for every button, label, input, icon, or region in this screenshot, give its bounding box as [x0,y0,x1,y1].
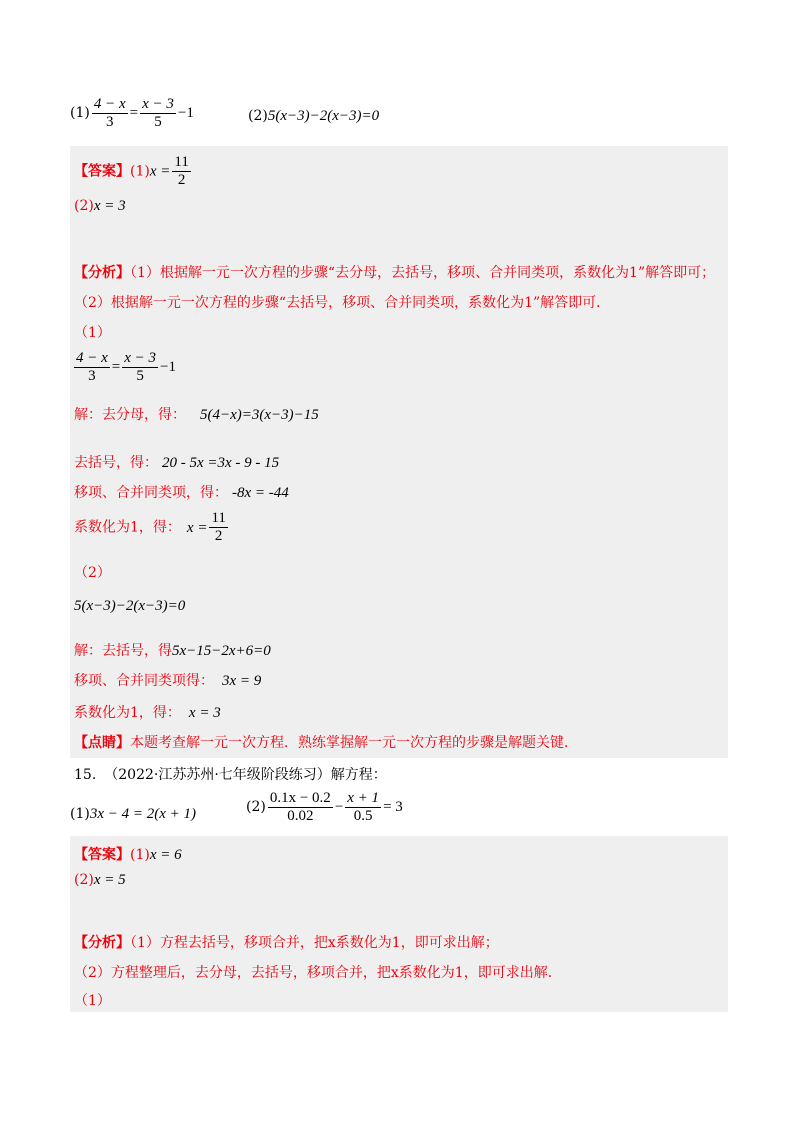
answer-tag: 【答案】 [74,847,130,863]
analysis-tag: 【分析】 [74,265,130,281]
step-combine-terms: 移项、合并同类项，得： -8x = -44 [74,485,289,501]
answer15-line1: 【答案】(1)x = 6 [74,847,182,863]
step2-remove-brackets: 解：去括号，得5x−15−2x+6=0 [74,643,271,659]
analysis15-part1-label: （1） [74,993,111,1009]
problem15-eq2: (2) $\frac{0.1x - 0.2}{0.02}$ − $\frac{x + 1}{0.5}$ = 3 [246,790,403,824]
fraction: $\frac{x + 1}{0.5}$ [347,790,380,824]
answer14-line1: 【答案】(1)x = $\frac{11}{2}$ [74,154,189,188]
fraction: $\frac{x - 3}{5}$ [124,350,157,384]
analysis-tag: 【分析】 [74,935,130,951]
step-remove-denominator: 解：去分母，得： 5(4−x)=3(x−3)−15 [74,407,319,423]
fraction: $\frac{11}{2}$ [211,510,226,544]
fraction: $\frac{4 - x}{3}$ [93,96,126,130]
answer-tag: 【答案】 [74,163,130,180]
eq1-label: (1) [70,104,90,121]
fraction: $\frac{x - 3}{5}$ [142,96,174,130]
analysis14-part2-label: （2） [74,565,111,581]
problem15-eq1: (1)3x − 4 = 2(x + 1) [70,806,197,822]
fraction: $\frac{11}{2}$ [174,154,189,188]
step-coefficient: 系数化为1，得： x = $\frac{11}{2}$ [74,510,226,544]
answer15-line2: (2)x = 5 [74,872,126,888]
step2-original-equation: 5(x−3)−2(x−3)=0 [74,598,186,614]
comment14: 【点睛】本题考查解一元一次方程．熟练掌握解一元一次方程的步骤是解题关键． [74,735,578,751]
analysis14-part1-label: （1） [74,325,111,341]
comment-tag: 【点睛】 [74,735,130,751]
analysis15-line2: （2）方程整理后，去分母，去括号，移项合并，把x系数化为1，即可求出解． [74,965,562,981]
fraction: $\frac{4 - x}{3}$ [76,350,108,384]
analysis14-line2: （2）根据解一元一次方程的步骤“去括号，移项、合并同类项，系数化为1”解答即可． [74,295,611,311]
analysis14-line1: 【分析】（1）根据解一元一次方程的步骤“去分母，去括号，移项、合并同类项，系数化为1”解答即可； [74,265,716,281]
problem14-eq1: (1) $\frac{4 - x}{3}$ = $\frac{x - 3}{5}$ −1 [70,96,194,130]
problem-number: 15. [74,767,97,783]
step2-combine-terms: 移项、合并同类项得： 3x = 9 [74,673,262,689]
step-remove-brackets: 去括号，得： 20 - 5x =3x - 9 - 15 [74,455,280,471]
problem14-eq2: (2)5(x−3)−2(x−3)=0 [248,108,380,124]
step2-coefficient: 系数化为1，得： x = 3 [74,705,221,721]
analysis15-line1: 【分析】（1）方程去括号，移项合并，把x系数化为1，即可求出解； [74,935,499,951]
step-original-equation: $\frac{4 - x}{3}$ = $\frac{x - 3}{5}$ −1 [76,350,176,384]
fraction: $\frac{0.1x - 0.2}{0.02}$ [269,790,331,824]
problem15-header: 15. （2022·江苏苏州·七年级阶段练习）解方程： [74,767,387,783]
answer14-line2: (2)x = 3 [74,198,126,214]
